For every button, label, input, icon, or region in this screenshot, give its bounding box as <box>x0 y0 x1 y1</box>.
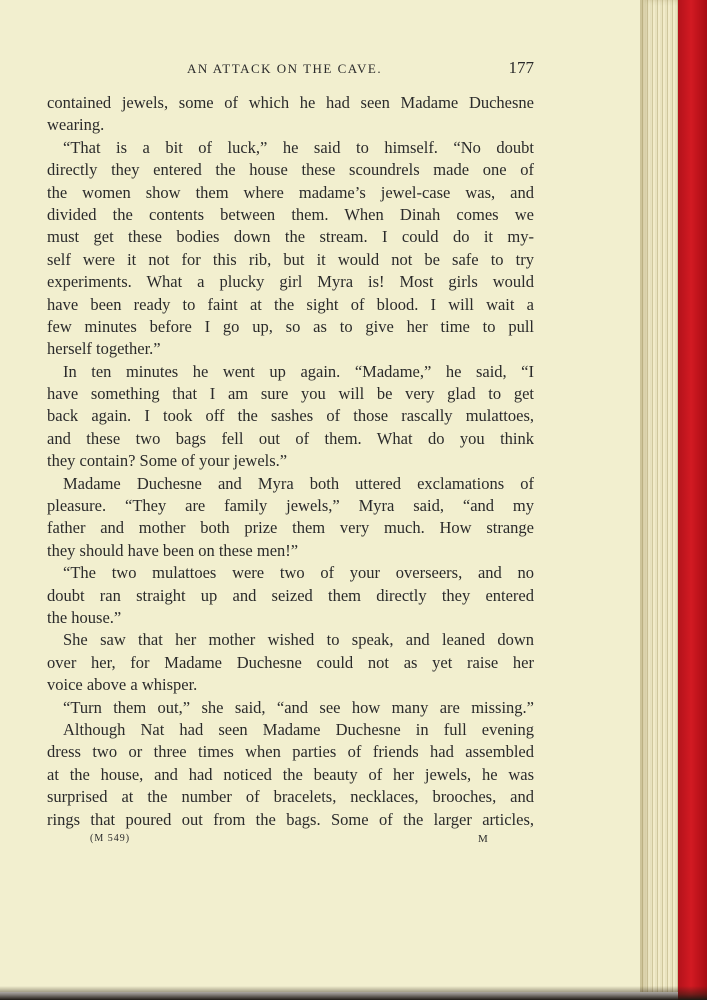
text-line: surprised at the number of bracelets, necklaces, brooches, and <box>47 787 534 807</box>
text-line: dress two or three times when parties of friends had assembled <box>47 742 534 762</box>
scan-bottom-shadow <box>0 986 707 1000</box>
text-line: the women show them where madame’s jewel-case was, and <box>47 182 534 202</box>
text-line: and these two bags fell out of them. What do you think <box>47 428 534 448</box>
signature-note: (M 549) <box>90 833 131 844</box>
text-line: they contain? Some of your jewels.” <box>47 451 288 471</box>
page-number: 177 <box>508 58 534 77</box>
page-footer <box>47 833 534 853</box>
page-header <box>47 58 534 82</box>
text-line: at the house, and had noticed the beauty of her jewels, he was <box>47 764 534 784</box>
text-line: In ten minutes he went up again. “Madame,” he said, “I <box>63 361 534 381</box>
text-line: She saw that her mother wished to speak, and leaned down <box>63 630 534 650</box>
text-line: back again. I took off the sashes of those rascally mulattoes, <box>47 406 534 426</box>
text-line: the house.” <box>47 607 122 627</box>
text-line: “That is a bit of luck,” he said to himself. “No doubt <box>63 137 534 157</box>
page-edges <box>640 0 682 992</box>
text-line: self were it not for this rib, but it would not be safe to try <box>47 249 534 269</box>
text-line: “Turn them out,” she said, “and see how many are missing.” <box>63 697 534 717</box>
text-line: directly they entered the house these scoundrels made one of <box>47 160 534 180</box>
text-line: they should have been on these men!” <box>47 540 299 560</box>
text-line: divided the contents between them. When Dinah comes we <box>47 204 534 224</box>
text-line: doubt ran straight up and seized them directly they entered <box>47 585 534 605</box>
text-line: experiments. What a plucky girl Myra is! Most girls would <box>47 272 534 292</box>
text-line: must get these bodies down the stream. I could do it my- <box>47 227 534 247</box>
text-line: Although Nat had seen Madame Duchesne in full evening <box>63 719 534 739</box>
text-line: rings that poured out from the bags. Some of the larger articles, <box>47 809 534 829</box>
text-line: have something that I am sure you will be very glad to get <box>47 384 534 404</box>
text-line: over her, for Madame Duchesne could not as yet raise her <box>47 652 534 672</box>
text-line: herself together.” <box>47 339 161 359</box>
body-text <box>47 92 534 831</box>
text-line: have been ready to faint at the sight of blood. I will wait a <box>47 294 534 314</box>
text-line: pleasure. “They are family jewels,” Myra said, “and my <box>47 496 534 516</box>
text-line: “The two mulattoes were two of your overseers, and no <box>63 563 534 583</box>
running-title: AN ATTACK ON THE CAVE. <box>187 61 383 76</box>
text-line: few minutes before I go up, so as to give her time to pull <box>47 316 534 336</box>
text-line: voice above a whisper. <box>47 675 198 695</box>
text-line: father and mother both prize them very much. How strange <box>47 518 534 538</box>
text-line: wearing. <box>47 115 105 135</box>
text-line: contained jewels, some of which he had seen Madame Duchesne <box>47 93 534 112</box>
red-cover-edge <box>678 0 707 1000</box>
signature-mark: M <box>478 833 488 845</box>
text-line: Madame Duchesne and Myra both uttered exclamations of <box>63 473 534 493</box>
